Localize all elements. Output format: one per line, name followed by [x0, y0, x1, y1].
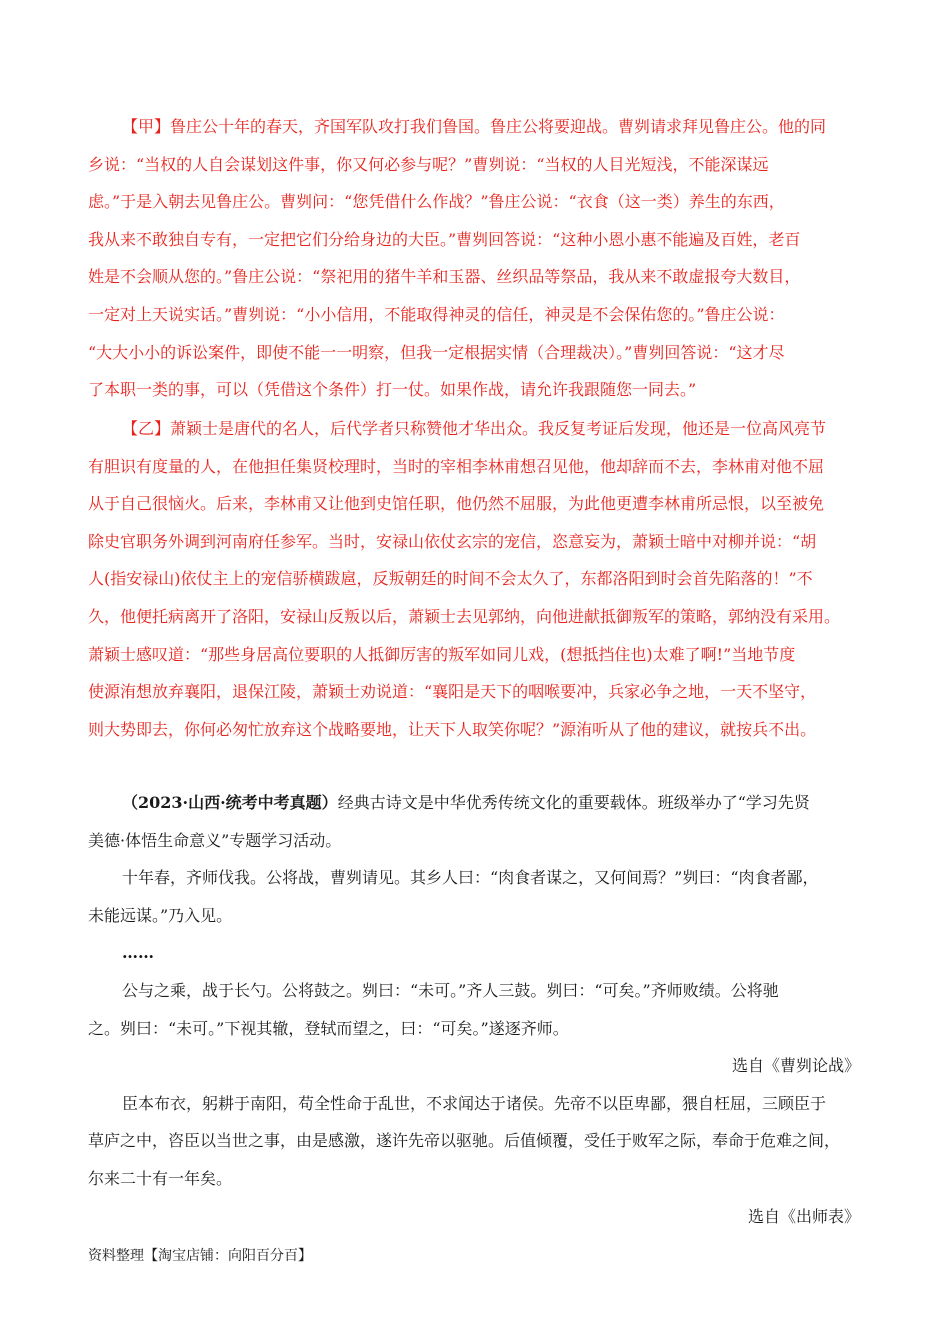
translation-jia-line: 姓是不会顺从您的。”鲁庄公说：“祭祀用的猪牛羊和玉器、丝织品等祭品，我从来不敢虚报夸大数目， — [88, 267, 801, 287]
translation-yi-line: 萧颖士感叹道：“那些身居高位要职的人抵御厉害的叛军如同儿戏，(想抵挡住也)太难了啊!”当地节度 — [88, 644, 796, 664]
passage-line: 尔来二十有一年矣。 — [88, 1168, 233, 1188]
passage-line: 未能远谋。”乃入见。 — [88, 905, 233, 925]
translation-yi-line: 则大势即去，你何必匆忙放弃这个战略要地，让天下人取笑你呢？”源洧听从了他的建议，就按兵不出。 — [88, 719, 817, 739]
translation-jia-line: “大大小小的诉讼案件，即使不能一一明察，但我一定根据实情（合理裁决）。”曹刿回答说：“这才尽 — [88, 342, 785, 362]
passage-line: 之。刿曰：“未可。”下视其辙，登轼而望之，曰：“可矣。”遂逐齐师。 — [88, 1018, 569, 1038]
passage-line: 十年春，齐师伐我。公将战，曹刿请见。其乡人曰：“肉食者谋之，又何间焉？”刿曰：“肉食者鄙， — [122, 868, 819, 888]
translation-jia-line: 我从来不敢独自专有，一定把它们分给身边的大臣。”曹刿回答说：“这种小恩小惠不能遍及百姓，老百 — [88, 229, 801, 249]
translation-yi-line: 使源洧想放弃襄阳，退保江陵，萧颖士劝说道：“襄阳是天下的咽喉要冲，兵家必争之地，一天不坚守， — [88, 682, 817, 702]
translation-yi-line: 除史官职务外调到河南府任参军。当时，安禄山依仗玄宗的宠信，恣意妄为，萧颖士暗中对柳并说：“胡 — [88, 531, 817, 551]
translation-jia-line: 了本职一类的事，可以（凭借这个条件）打一仗。如果作战，请允许我跟随您一同去。” — [88, 380, 697, 400]
translation-jia-line: 乡说：“当权的人自会谋划这件事，你又何必参与呢？”曹刿说：“当权的人目光短浅，不能深谋远 — [88, 154, 769, 174]
translation-jia — [88, 108, 868, 409]
passage-line: 臣本布衣，躬耕于南阳，苟全性命于乱世，不求闻达于诸侯。先帝不以臣卑鄙，猥自枉屈，三顾臣于 — [122, 1093, 827, 1113]
translation-yi-line: 【乙】萧颖士是唐代的名人，后代学者只称赞他才华出众。我反复考证后发现，他还是一位高风亮节 — [122, 419, 827, 438]
question-intro-line: 美德·体悟生命意义”专题学习活动。 — [88, 830, 342, 850]
translation-yi — [88, 410, 868, 748]
passage-source: 选自《曹刿论战》 — [731, 1056, 860, 1076]
footer-note: 资料整理【淘宝店铺：向阳百分百】 — [88, 1248, 312, 1264]
ellipsis: …… — [122, 943, 154, 963]
passage-line: 草庐之中，咨臣以当世之事，由是感激，遂许先帝以驱驰。后值倾覆，受任于败军之际，奉命于危难之间， — [88, 1131, 841, 1151]
translation-jia-line: 一定对上天说实话。”曹刿说：“小小信用，不能取得神灵的信任，神灵是不会保佑您的。”鲁庄公说： — [88, 304, 785, 324]
passage-source: 选自《出师表》 — [747, 1206, 860, 1226]
translation-jia-line: 【甲】鲁庄公十年的春天，齐国军队攻打我们鲁国。鲁庄公将要迎战。曹刿请求拜见鲁庄公。他的同 — [122, 117, 827, 136]
translation-yi-line: 从于自己很恼火。后来，李林甫又让他到史馆任职，他仍然不屈服，为此他更遭李林甫所忌恨，以至被免 — [88, 494, 825, 514]
translation-yi-line: 人(指安禄山)依仗主上的宠信骄横跋扈，反叛朝廷的时间不会太久了，东都洛阳到时会首先陷落的！”不 — [88, 569, 813, 589]
translation-jia-line: 虑。”于是入朝去见鲁庄公。曹刿问：“您凭借什么作战？”鲁庄公说：“衣食（这一类）养生的东西， — [88, 192, 785, 212]
translation-yi-line: 有胆识有度量的人，在他担任集贤校理时，当时的宰相李林甫想召见他，他却辞而不去，李林甫对他不屈 — [88, 456, 825, 476]
question-intro-text: 经典古诗文是中华优秀传统文化的重要载体。班级举办了“学习先贤 — [337, 793, 810, 812]
question-section — [88, 784, 868, 1235]
question-intro — [88, 784, 868, 822]
translation-yi-line: 久，他便托病离开了洛阳，安禄山反叛以后，萧颖士去见郭纳，向他进献抵御叛军的策略，郭纳没有采用。 — [88, 606, 841, 626]
question-source-tag: （2023·山西·统考中考真题） — [122, 793, 338, 812]
passage-line: 公与之乘，战于长勺。公将鼓之。刿曰：“未可。”齐人三鼓。刿曰：“可矣。”齐师败绩。公将驰 — [122, 980, 779, 1000]
